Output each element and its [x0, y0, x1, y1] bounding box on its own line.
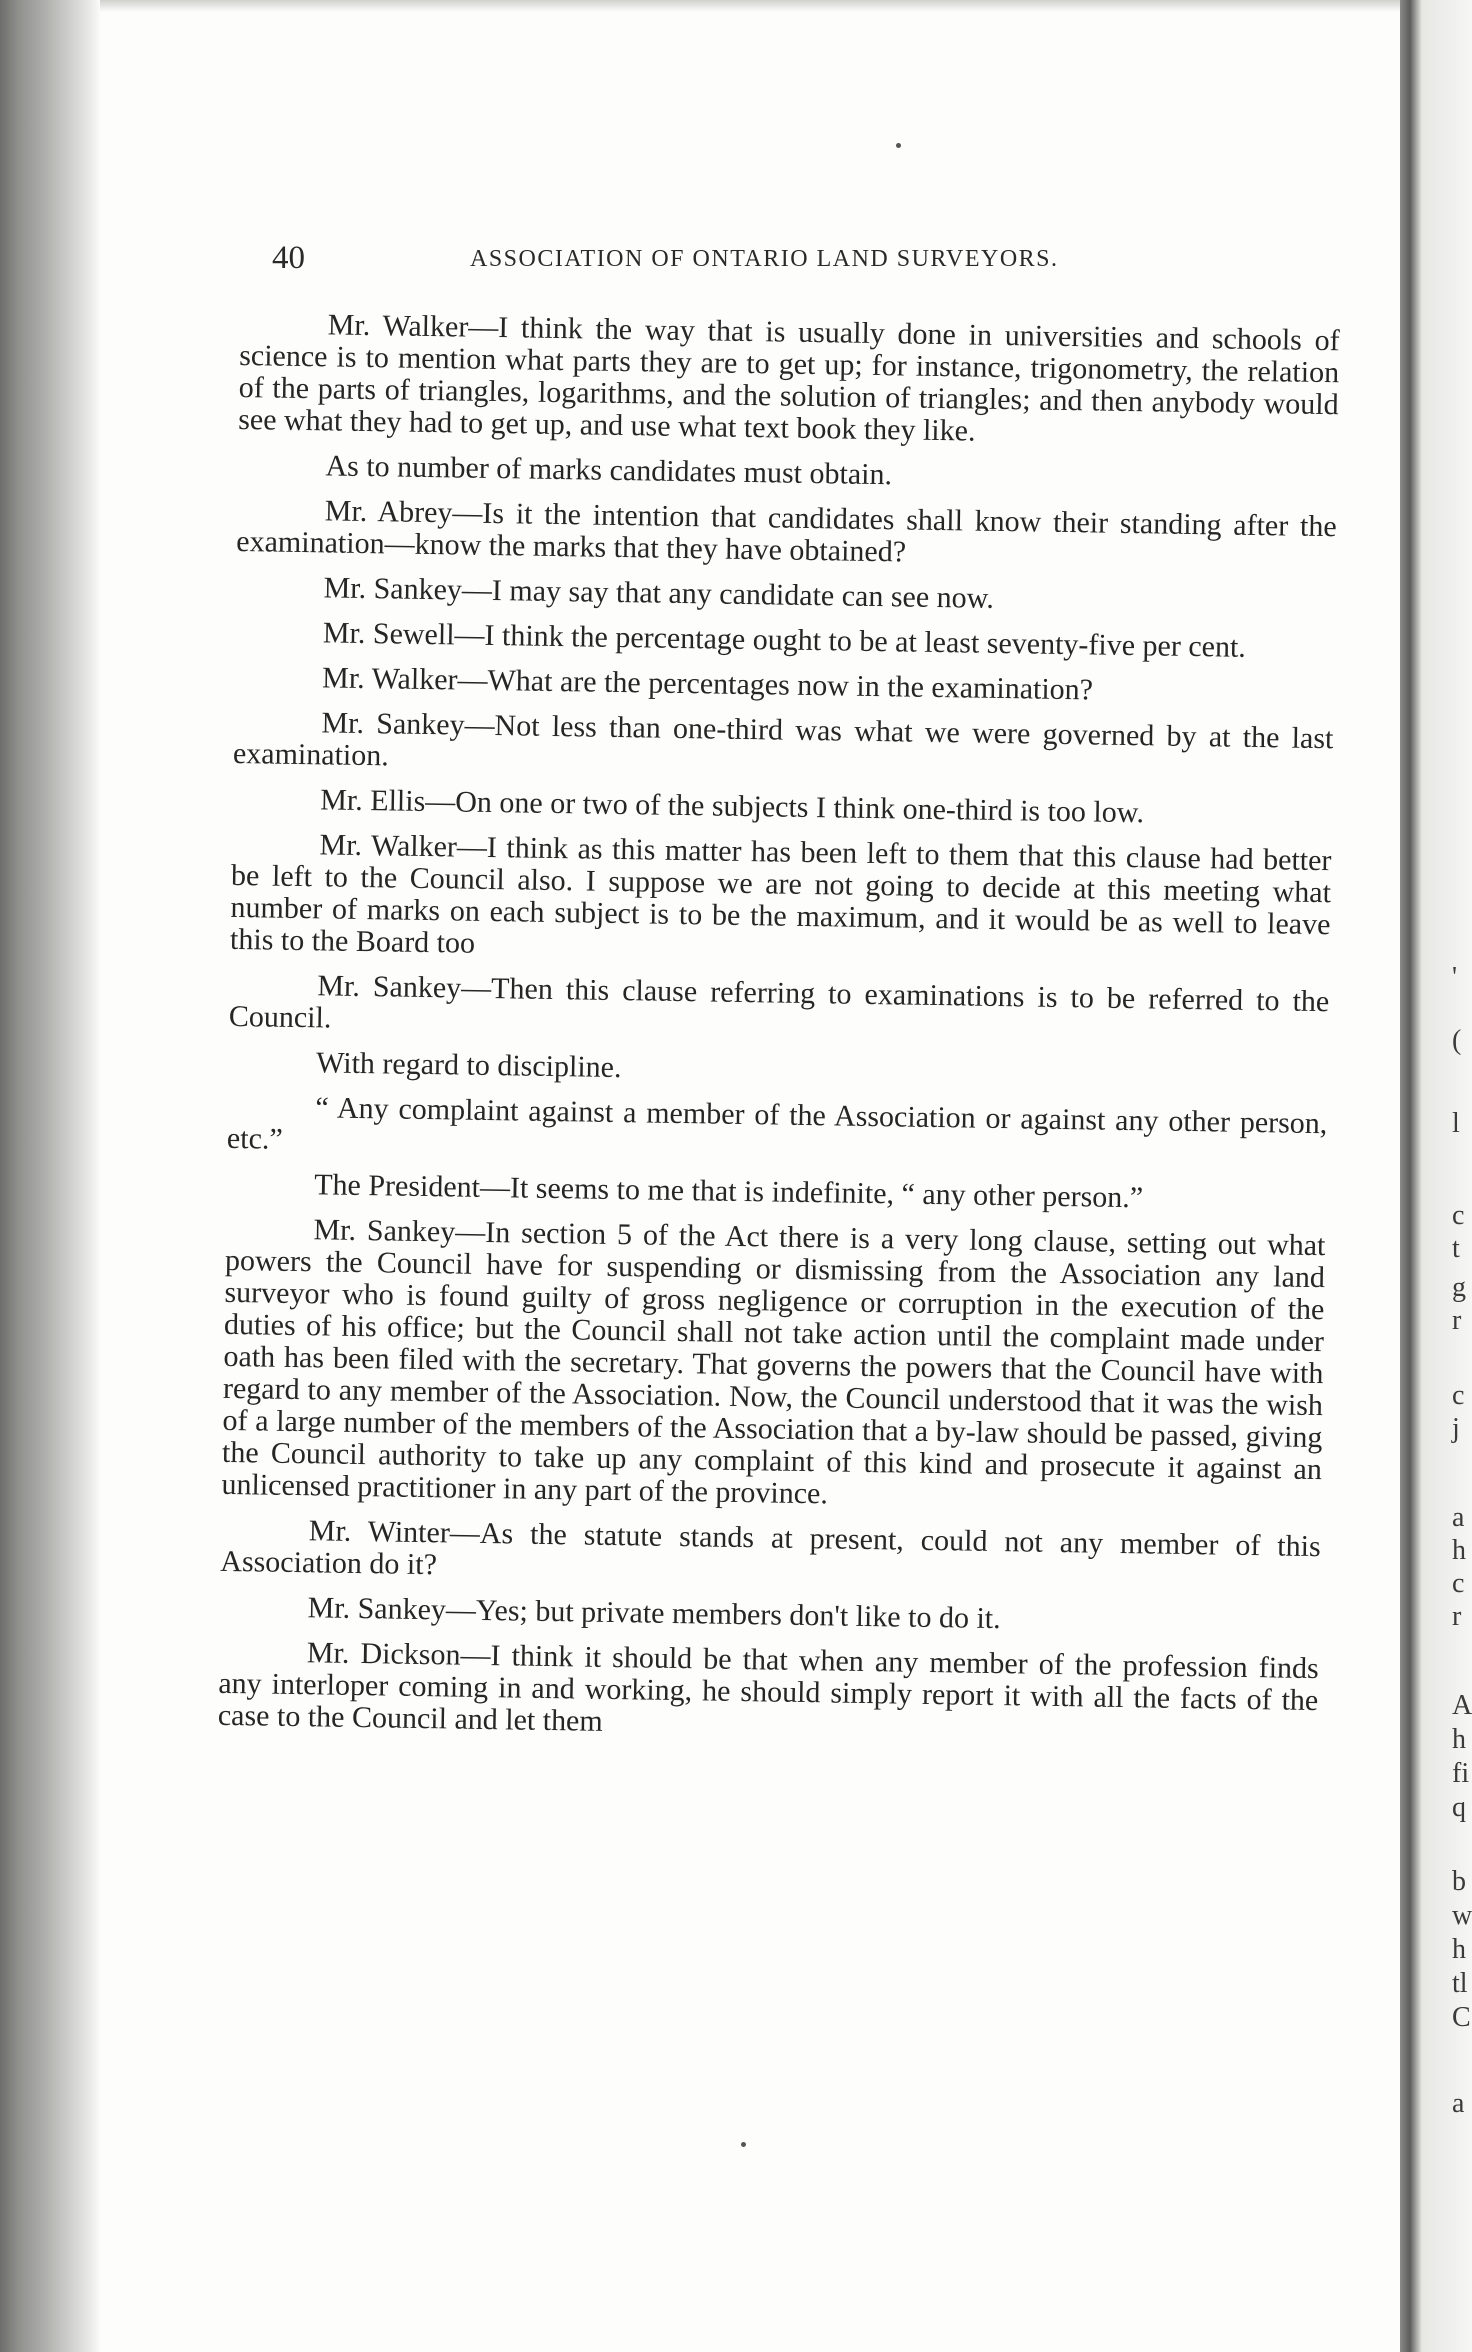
- paragraph: Mr. Sankey—Then this clause referring to examinations is to be referred to the Council.: [228, 969, 1330, 1035]
- paragraph: Mr. Walker—What are the percentages now in the examination?: [321, 661, 1094, 707]
- margin-letter: ': [1452, 962, 1458, 993]
- paragraph: The President—It seems to me that is indefinite, “ any other person.”: [313, 1168, 1144, 1215]
- paragraph: With regard to discipline.: [315, 1046, 622, 1085]
- paragraph: Mr. Sankey—Not less than one-third was what we were governed by at the last examination.: [232, 706, 1334, 773]
- margin-letter: h: [1452, 1535, 1466, 1566]
- paragraph: Mr. Dickson—I think it should be that when any member of the profession finds any interloper coming in and working, he should simply report it with all the facts of the case to the Council and let them: [217, 1636, 1320, 1738]
- margin-letter: c: [1452, 1200, 1465, 1231]
- running-title: ASSOCIATION OF ONTARIO LAND SURVEYORS.: [470, 246, 1059, 272]
- paragraph: Mr. Abrey—Is it the intention that candidates shall know their standing after the examination—know the marks that they have obtained?: [236, 494, 1337, 569]
- margin-letter: w: [1452, 1900, 1472, 1931]
- margin-letter: h: [1452, 1724, 1466, 1755]
- margin-letter: t: [1452, 1233, 1460, 1264]
- margin-letter: a: [1452, 1502, 1465, 1533]
- book-gutter-shadow: [0, 0, 100, 2352]
- margin-letter: c: [1452, 1568, 1465, 1599]
- margin-letter: h: [1452, 1934, 1466, 1965]
- paragraph: Mr. Sankey—I may say that any candidate can see now.: [323, 571, 995, 615]
- paragraph: Mr. Winter—As the statute stands at present, could not any member of this Association do it?: [220, 1514, 1321, 1582]
- speck-mark: [741, 2142, 746, 2147]
- paragraph: Mr. Sankey—Yes; but private members don't like to do it.: [307, 1591, 1001, 1636]
- margin-letter: c: [1452, 1380, 1465, 1411]
- margin-letter: l: [1452, 1108, 1460, 1139]
- paragraph: Mr. Sankey—In section 5 of the Act there is a very long clause, setting out what powers the Council have for suspending or dismissing from the Association any land surveyor who is found guilty of gross negligence or corruption in the execution of the duties of his office; but the Council shall not take action until the complaint made under oath has been filed with the secretary. That governs the powers that the Council have with regard to any member of the Association. Now, the Council understood that it was the wish of a large number of the members of the Association that a by-law should be passed, giving the Council authority to take up any complaint of this kind and prosecute it against an unlicensed practitioner in any part of the province.: [221, 1213, 1326, 1511]
- speck-mark: [896, 143, 901, 148]
- paragraph: As to number of marks candidates must obtain.: [325, 449, 893, 492]
- margin-letter: C: [1452, 2002, 1471, 2033]
- paragraph: Mr. Walker—I think the way that is usually done in universities and schools of science is to mention what parts they are to get up; for instance, trigonometry, the relation of the parts of triangles, logarithms, and the solution of triangles; and then anybody would see what they had to get up, and use what text book they like.: [237, 308, 1340, 448]
- margin-letter: r: [1452, 1601, 1462, 1632]
- page-body: [217, 308, 1339, 1762]
- page-number: 40: [272, 240, 305, 276]
- margin-letter: r: [1452, 1305, 1462, 1336]
- margin-letter: (: [1452, 1025, 1462, 1056]
- paragraph: Mr. Sewell—I think the percentage ought to be at least seventy-five per cent.: [322, 616, 1247, 664]
- margin-letter: q: [1452, 1792, 1466, 1823]
- margin-letter: A: [1452, 1690, 1472, 1721]
- margin-letter: j: [1452, 1413, 1460, 1444]
- page-top-shadow: [100, 0, 1400, 12]
- margin-letter: b: [1452, 1866, 1466, 1897]
- paragraph: Mr. Walker—I think as this matter has been left to them that this clause had better be left to the Council also. I suppose we are not going to decide at this meeting what number of marks on each subject is to be the maximum, and it would be as well to leave this to the Board too: [229, 828, 1332, 960]
- page-header: [270, 240, 1270, 290]
- margin-letter: fi: [1452, 1758, 1470, 1789]
- margin-letter: g: [1452, 1272, 1466, 1303]
- next-page-margin-letters: [1432, 0, 1472, 2352]
- paragraph: Mr. Ellis—On one or two of the subjects I think one-third is too low.: [320, 783, 1145, 830]
- margin-letter: tl: [1452, 1968, 1468, 1999]
- margin-letter: a: [1452, 2088, 1465, 2119]
- paragraph: “ Any complaint against a member of the Association or against any other person, etc.”: [226, 1091, 1328, 1156]
